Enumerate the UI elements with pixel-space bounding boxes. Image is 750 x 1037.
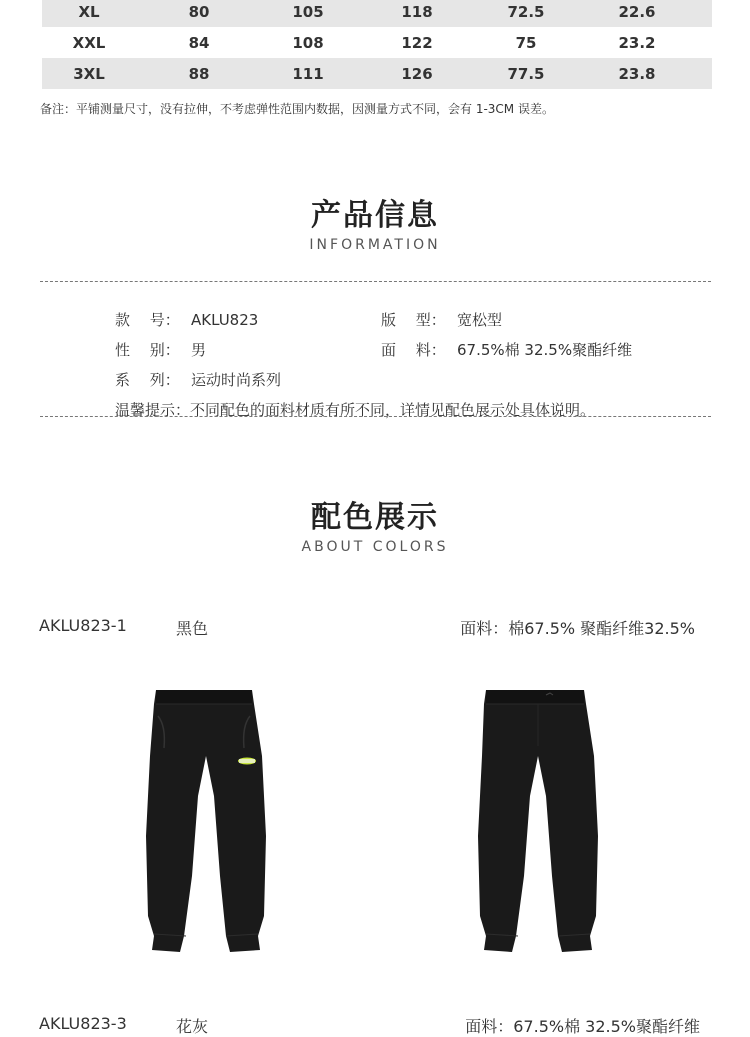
table-cell: 88 <box>188 64 210 83</box>
info-value: 67.5%棉 32.5%聚酯纤维 <box>457 341 633 359</box>
info-label: 面 料： <box>381 341 446 359</box>
info-value: AKLU823 <box>191 311 259 329</box>
table-cell: 77.5 <box>507 64 545 83</box>
size-cell: XXL <box>72 33 106 52</box>
divider <box>40 416 711 417</box>
size-note: 备注：平铺测量尺寸，没有拉伸，不考虑弹性范围内数据，因测量方式不同，会有 1-3CM 误差。 <box>40 102 554 116</box>
color-code: AKLU823-1 <box>39 616 127 635</box>
colors-subtitle: ABOUT COLORS <box>301 539 449 555</box>
table-row <box>42 27 712 58</box>
info-value: 不同配色的面料材质有所不同，详情见配色展示处具体说明。 <box>190 401 596 419</box>
brand-logo-icon <box>238 758 256 765</box>
table-row <box>42 58 712 89</box>
table-cell: 118 <box>401 2 433 21</box>
info-label: 温馨提示： <box>115 401 191 419</box>
color-code: AKLU823-3 <box>39 1014 127 1033</box>
pants-back-image <box>472 686 604 954</box>
info-title: 产品信息 <box>311 198 439 233</box>
info-value: 男 <box>191 341 207 359</box>
info-style-number <box>115 309 258 330</box>
table-cell: 72.5 <box>507 2 545 21</box>
info-gender <box>115 339 206 360</box>
size-table <box>42 0 712 89</box>
info-series <box>115 369 281 390</box>
info-value: 宽松型 <box>457 311 503 329</box>
color-fabric: 面料：棉67.5% 聚酯纤维32.5% <box>460 619 695 638</box>
info-subtitle: INFORMATION <box>309 237 441 253</box>
color-name: 黑色 <box>176 619 209 638</box>
table-cell: 75 <box>515 33 537 52</box>
info-label: 版 型： <box>381 311 446 329</box>
info-label: 系 列： <box>115 371 180 389</box>
table-cell: 126 <box>401 64 433 83</box>
table-cell: 23.2 <box>618 33 656 52</box>
divider <box>40 281 711 282</box>
info-label: 性 别： <box>115 341 180 359</box>
table-cell: 108 <box>292 33 324 52</box>
info-fabric <box>381 339 632 360</box>
size-cell: 3XL <box>73 64 105 83</box>
info-value: 运动时尚系列 <box>191 371 282 389</box>
table-row <box>42 0 712 27</box>
table-cell: 23.8 <box>618 64 656 83</box>
info-label: 款 号： <box>115 311 180 329</box>
table-cell: 111 <box>292 64 324 83</box>
table-cell: 122 <box>401 33 433 52</box>
table-cell: 80 <box>188 2 210 21</box>
table-cell: 22.6 <box>618 2 656 21</box>
info-fit <box>381 309 502 330</box>
size-cell: XL <box>78 2 100 21</box>
table-cell: 105 <box>292 2 324 21</box>
pants-front-image <box>140 686 272 954</box>
color-name: 花灰 <box>176 1017 209 1036</box>
color-fabric: 面料：67.5%棉 32.5%聚酯纤维 <box>465 1017 700 1036</box>
colors-title: 配色展示 <box>311 500 439 535</box>
table-cell: 84 <box>188 33 210 52</box>
